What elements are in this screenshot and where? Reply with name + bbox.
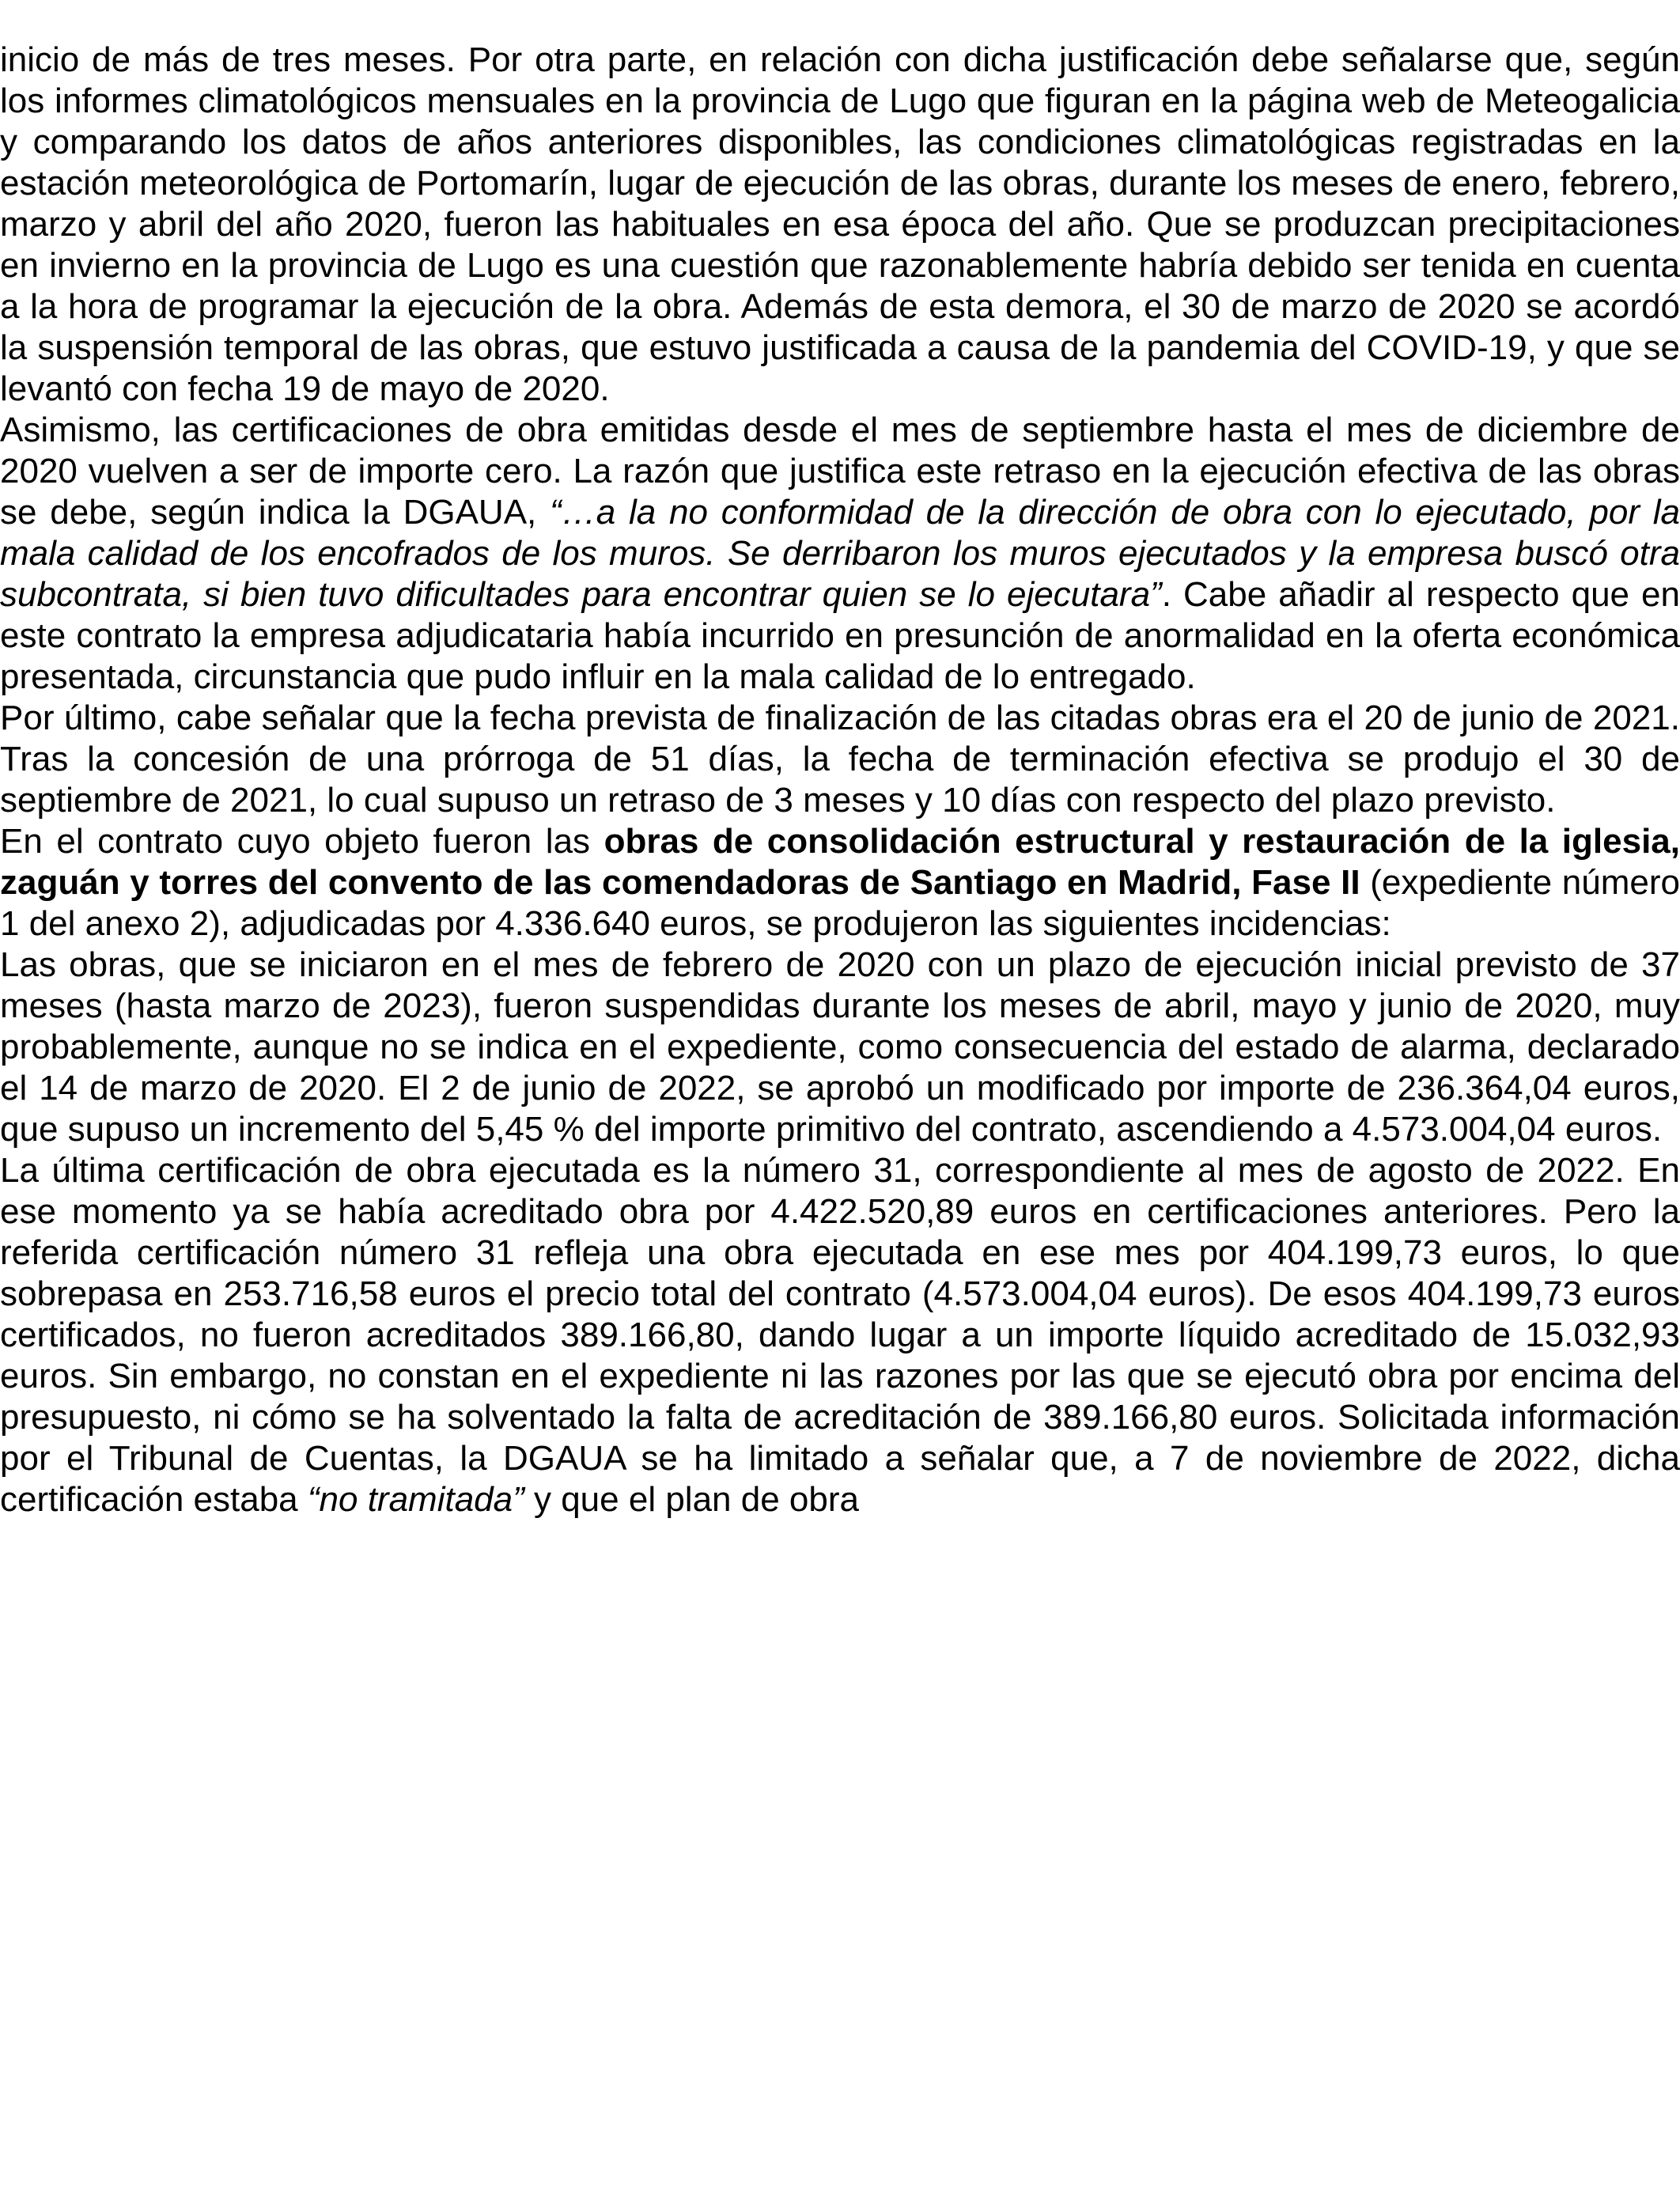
list-item-f <box>0 821 1680 945</box>
bullet-text-pre: Asimismo, las certificaciones de obra emitidas desde el mes de septiembre hasta el mes de diciembre de 2020 vuelven a ser de importe cero. La razón que justifica este retraso en la ejecución efectiva de las obras se debe, según indica la DGAUA, <box>0 411 1680 532</box>
bullet-item-asimismo <box>0 410 1680 698</box>
bullet-text: Por último, cabe señalar que la fecha prevista de finalización de las citadas obras era el 20 de junio de 2021. Tras la concesión de una prórroga de 51 días, la fecha de terminación efectiva se produjo el 30 de septiembre de 2021, lo cual supuso un retraso de 3 meses y 10 días con respecto del plazo previsto. <box>0 699 1680 820</box>
bullet-text-pre: La última certificación de obra ejecutada es la número 31, correspondiente al mes de agosto de 2022. En ese momento ya se había acreditado obra por 4.422.520,89 euros en certificaciones anteriores. Pero la referida certificación número 31 refleja una obra ejecutada en ese mes por 404.199,73 euros, lo que sobrepasa en 253.716,58 euros el precio total del contrato (4.573.004,04 euros). De esos 404.199,73 euros certificados, no fueron acreditados 389.166,80, dando lugar a un importe líquido acreditado de 15.032,93 euros. Sin embargo, no constan en el expediente ni las razones por las que se ejecutó obra por encima del presupuesto, ni cómo se ha solventado la falta de acreditación de 389.166,80 euros. Solicitada información por el Tribunal de Cuentas, la DGAUA se ha limitado a señalar que, a 7 de noviembre de 2022, dicha certificación estaba <box>0 1151 1680 1519</box>
bullet-text-post: y que el plan de obra <box>524 1480 859 1519</box>
bullet-text: Las obras, que se iniciaron en el mes de febrero de 2020 con un plazo de ejecución inicial previsto de 37 meses (hasta marzo de 2023), fueron suspendidas durante los meses de abril, mayo y junio de 2020, muy probablemente, aunque no se indica en el expediente, como consecuencia del estado de alarma, declarado el 14 de marzo de 2020. El 2 de junio de 2022, se aprobó un modificado por importe de 236.364,04 euros, que supuso un incremento del 5,45 % del importe primitivo del contrato, ascendiendo a 4.573.004,04 euros. <box>0 945 1680 1149</box>
quoted-italic-text: “no tramitada” <box>307 1480 524 1519</box>
list-item-f-text-post: (expediente número 1 del anexo 2), adjudicadas por 4.336.640 euros, se produjeron las siguientes incidencias: <box>0 863 1680 943</box>
bullet-text-post: . Cabe añadir al respecto que en este contrato la empresa adjudicataria había incurrido en presunción de anormalidad en la oferta económica presentada, circunstancia que pudo influir en la mala calidad de lo entregado. <box>0 575 1680 696</box>
bullet-item-por-ultimo <box>0 698 1680 821</box>
list-item-f-text-pre: En el contrato cuyo objeto fueron las <box>0 822 604 861</box>
paragraph-continuation <box>0 40 1680 410</box>
contract-title-bold: obras de consolidación estructural y restauración de la iglesia, zaguán y torres del convento de las comendadoras de Santiago en Madrid, Fase II <box>0 822 1680 902</box>
bullet-item-las-obras <box>0 945 1680 1150</box>
bullet-item-la-ultima <box>0 1150 1680 1520</box>
paragraph-text: inicio de más de tres meses. Por otra parte, en relación con dicha justificación debe señalarse que, según los informes climatológicos mensuales en la provincia de Lugo que figuran en la página web de Meteogalicia y comparando los datos de años anteriores disponibles, las condiciones climatológicas registradas en la estación meteorológica de Portomarín, lugar de ejecución de las obras, durante los meses de enero, febrero, marzo y abril del año 2020, fueron las habituales en esa época del año. Que se produzcan precipitaciones en invierno en la provincia de Lugo es una cuestión que razonablemente habría debido ser tenida en cuenta a la hora de programar la ejecución de la obra. Además de esta demora, el 30 de marzo de 2020 se acordó la suspensión temporal de las obras, que estuvo justificada a causa de la pandemia del COVID-19, y que se levantó con fecha 19 de mayo de 2020. <box>0 40 1680 408</box>
quoted-italic-text: “…a la no conformidad de la dirección de obra con lo ejecutado, por la mala calidad de los encofrados de los muros. Se derribaron los muros ejecutados y la empresa buscó otra subcontrata, si bien tuvo dificultades para encontrar quien se lo ejecutara” <box>0 493 1680 614</box>
